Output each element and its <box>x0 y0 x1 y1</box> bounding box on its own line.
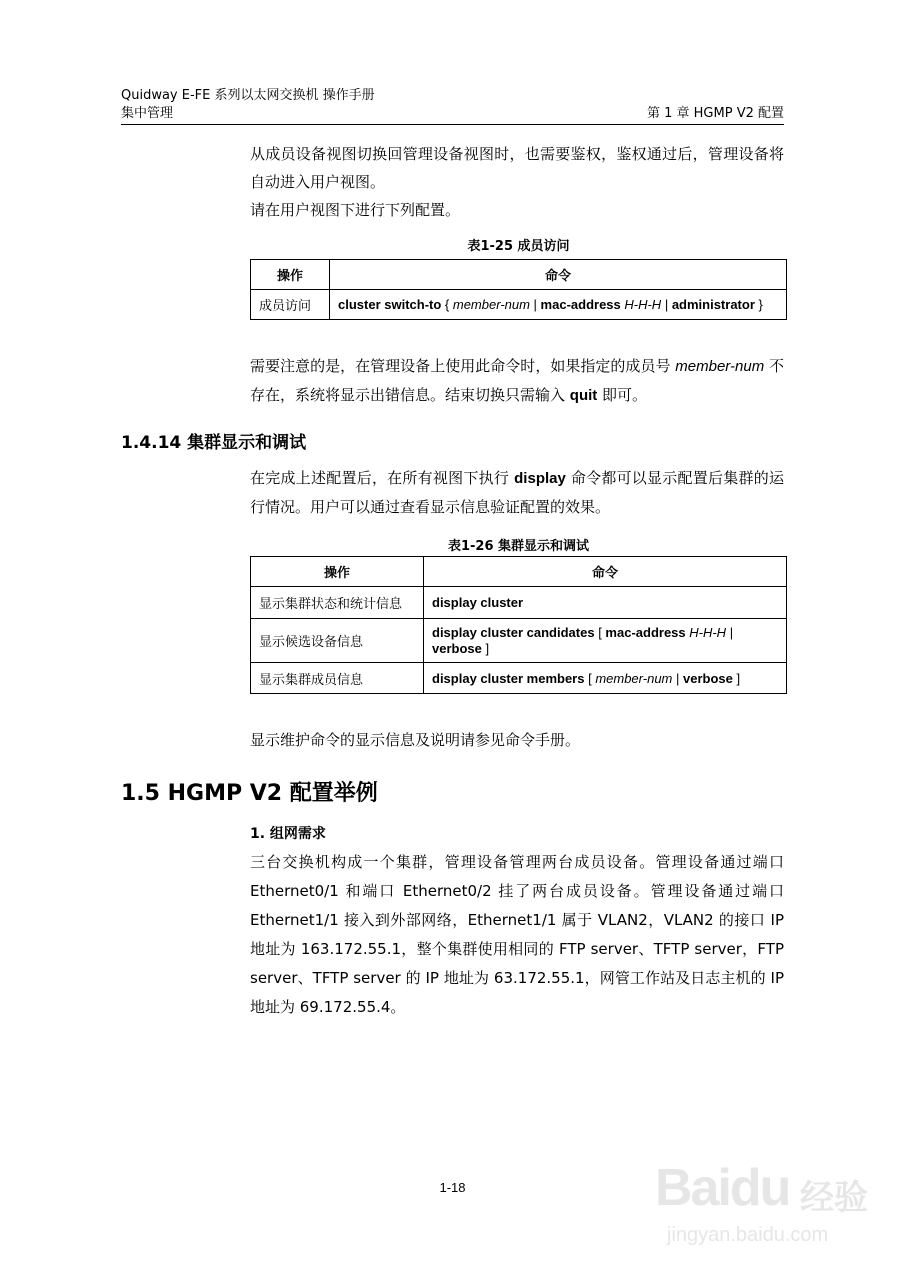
page-number: 1-18 <box>439 1180 466 1195</box>
watermark-url: jingyan.baidu.com <box>667 1224 829 1246</box>
doc-header-section: 集中管理 <box>121 106 174 121</box>
para-keyword: display <box>514 470 566 487</box>
cmd-separator: | <box>726 624 734 640</box>
note-text: 不存在，系统将显示出错信息。结束切换只需输入 <box>250 357 784 404</box>
table-row <box>251 587 787 619</box>
table-1-25 <box>250 259 787 320</box>
cmd-keyword: mac-address <box>605 624 690 640</box>
cmd-bracket: ] <box>481 640 490 656</box>
table-header-operation: 操作 <box>251 557 424 587</box>
header-divider <box>121 124 784 125</box>
table-cell-operation: 显示集群状态和统计信息 <box>251 587 424 619</box>
table-header-operation: 操作 <box>251 260 330 290</box>
para-text: 命令都可以显示配置后集群的运行情况。用户可以通过查看显示信息验证配置的效果。 <box>250 469 784 516</box>
cmd-keyword: cluster switch-to <box>338 297 442 312</box>
subsection-heading: 1. 组网需求 <box>250 826 326 842</box>
cmd-keyword: verbose <box>432 640 482 656</box>
note-text: 需要注意的是，在管理设备上使用此命令时，如果指定的成员号 <box>250 357 676 375</box>
intro-paragraph-1: 从成员设备视图切换回管理设备视图时，也需要鉴权，鉴权通过后，管理设备将自动进入用户视图。 <box>250 145 784 191</box>
table-cell-command <box>424 587 787 619</box>
table-header-command: 命令 <box>330 260 787 290</box>
cmd-keyword: verbose <box>682 670 733 686</box>
table-1-26 <box>250 556 787 694</box>
cmd-param: H-H-H <box>689 624 727 640</box>
cmd-keyword: display cluster <box>432 595 524 610</box>
note-text: 即可。 <box>597 386 648 404</box>
table-row <box>251 290 787 320</box>
cmd-keyword: mac-address <box>540 297 625 312</box>
cmd-separator: | <box>672 670 683 686</box>
watermark-suffix: 经验 <box>800 1178 868 1218</box>
table-cell-command <box>424 663 787 694</box>
table-1-25-caption: 表1-25 成员访问 <box>467 239 570 254</box>
cmd-separator: | <box>661 297 672 312</box>
doc-header-title: Quidway E-FE 系列以太网交换机 操作手册 <box>121 88 375 103</box>
doc-header-chapter: 第 1 章 HGMP V2 配置 <box>646 106 784 121</box>
intro-paragraph-2: 请在用户视图下进行下列配置。 <box>250 201 461 219</box>
table-cell-operation: 显示集群成员信息 <box>251 663 424 694</box>
cmd-bracket: { <box>441 297 453 312</box>
note-paragraph <box>250 352 784 410</box>
cmd-bracket: [ <box>584 670 596 686</box>
cmd-keyword: display cluster candidates <box>432 624 595 640</box>
table-header-command: 命令 <box>424 557 787 587</box>
section-1-4-14-paragraph <box>250 464 784 521</box>
section-heading-1-4-14: 1.4.14 集群显示和调试 <box>121 433 307 453</box>
para-text: 在完成上述配置后，在所有视图下执行 <box>250 469 515 487</box>
cmd-param: member-num <box>595 670 673 686</box>
cmd-separator: | <box>529 297 541 312</box>
baidu-watermark <box>655 1148 885 1258</box>
table-cell-command <box>330 290 787 320</box>
table-cell-operation: 显示候选设备信息 <box>251 619 424 663</box>
section-1-5-body: 三台交换机构成一个集群，管理设备管理两台成员设备。管理设备通过端口 Ethernet0/1 和端口 Ethernet0/2 挂了两台成员设备。管理设备通过端口 Ethernet1/1 接入到外部网络，Ethernet1/1 属于 VLAN2，VLAN2 的接口 IP 地址为 163.172.55.1，整个集群使用相同的 FTP server、TFTP server，FTP server、TFTP server 的 IP 地址为 63.172.55.1，网管工作站及日志主机的 IP 地址为 69.172.55.4。 <box>250 853 784 1016</box>
cmd-keyword: display cluster members <box>432 670 585 686</box>
cmd-param: member-num <box>452 297 530 312</box>
cmd-param: H-H-H <box>624 297 662 312</box>
doc-header-row <box>121 106 784 122</box>
maintenance-note: 显示维护命令的显示信息及说明请参见命令手册。 <box>250 731 581 749</box>
section-heading-1-5: 1.5 HGMP V2 配置举例 <box>121 781 378 806</box>
note-keyword: quit <box>569 387 598 404</box>
table-row <box>251 663 787 694</box>
cmd-bracket: [ <box>594 624 606 640</box>
table-1-26-caption: 表1-26 集群显示和调试 <box>447 539 590 554</box>
note-param: member-num <box>675 358 765 375</box>
table-cell-operation: 成员访问 <box>251 290 330 320</box>
cmd-bracket: ] <box>732 670 741 686</box>
baidu-logo: Baidu <box>655 1159 790 1217</box>
table-cell-command <box>424 619 787 663</box>
table-row <box>251 619 787 663</box>
cmd-bracket: } <box>754 297 763 312</box>
cmd-keyword: administrator <box>671 297 755 312</box>
